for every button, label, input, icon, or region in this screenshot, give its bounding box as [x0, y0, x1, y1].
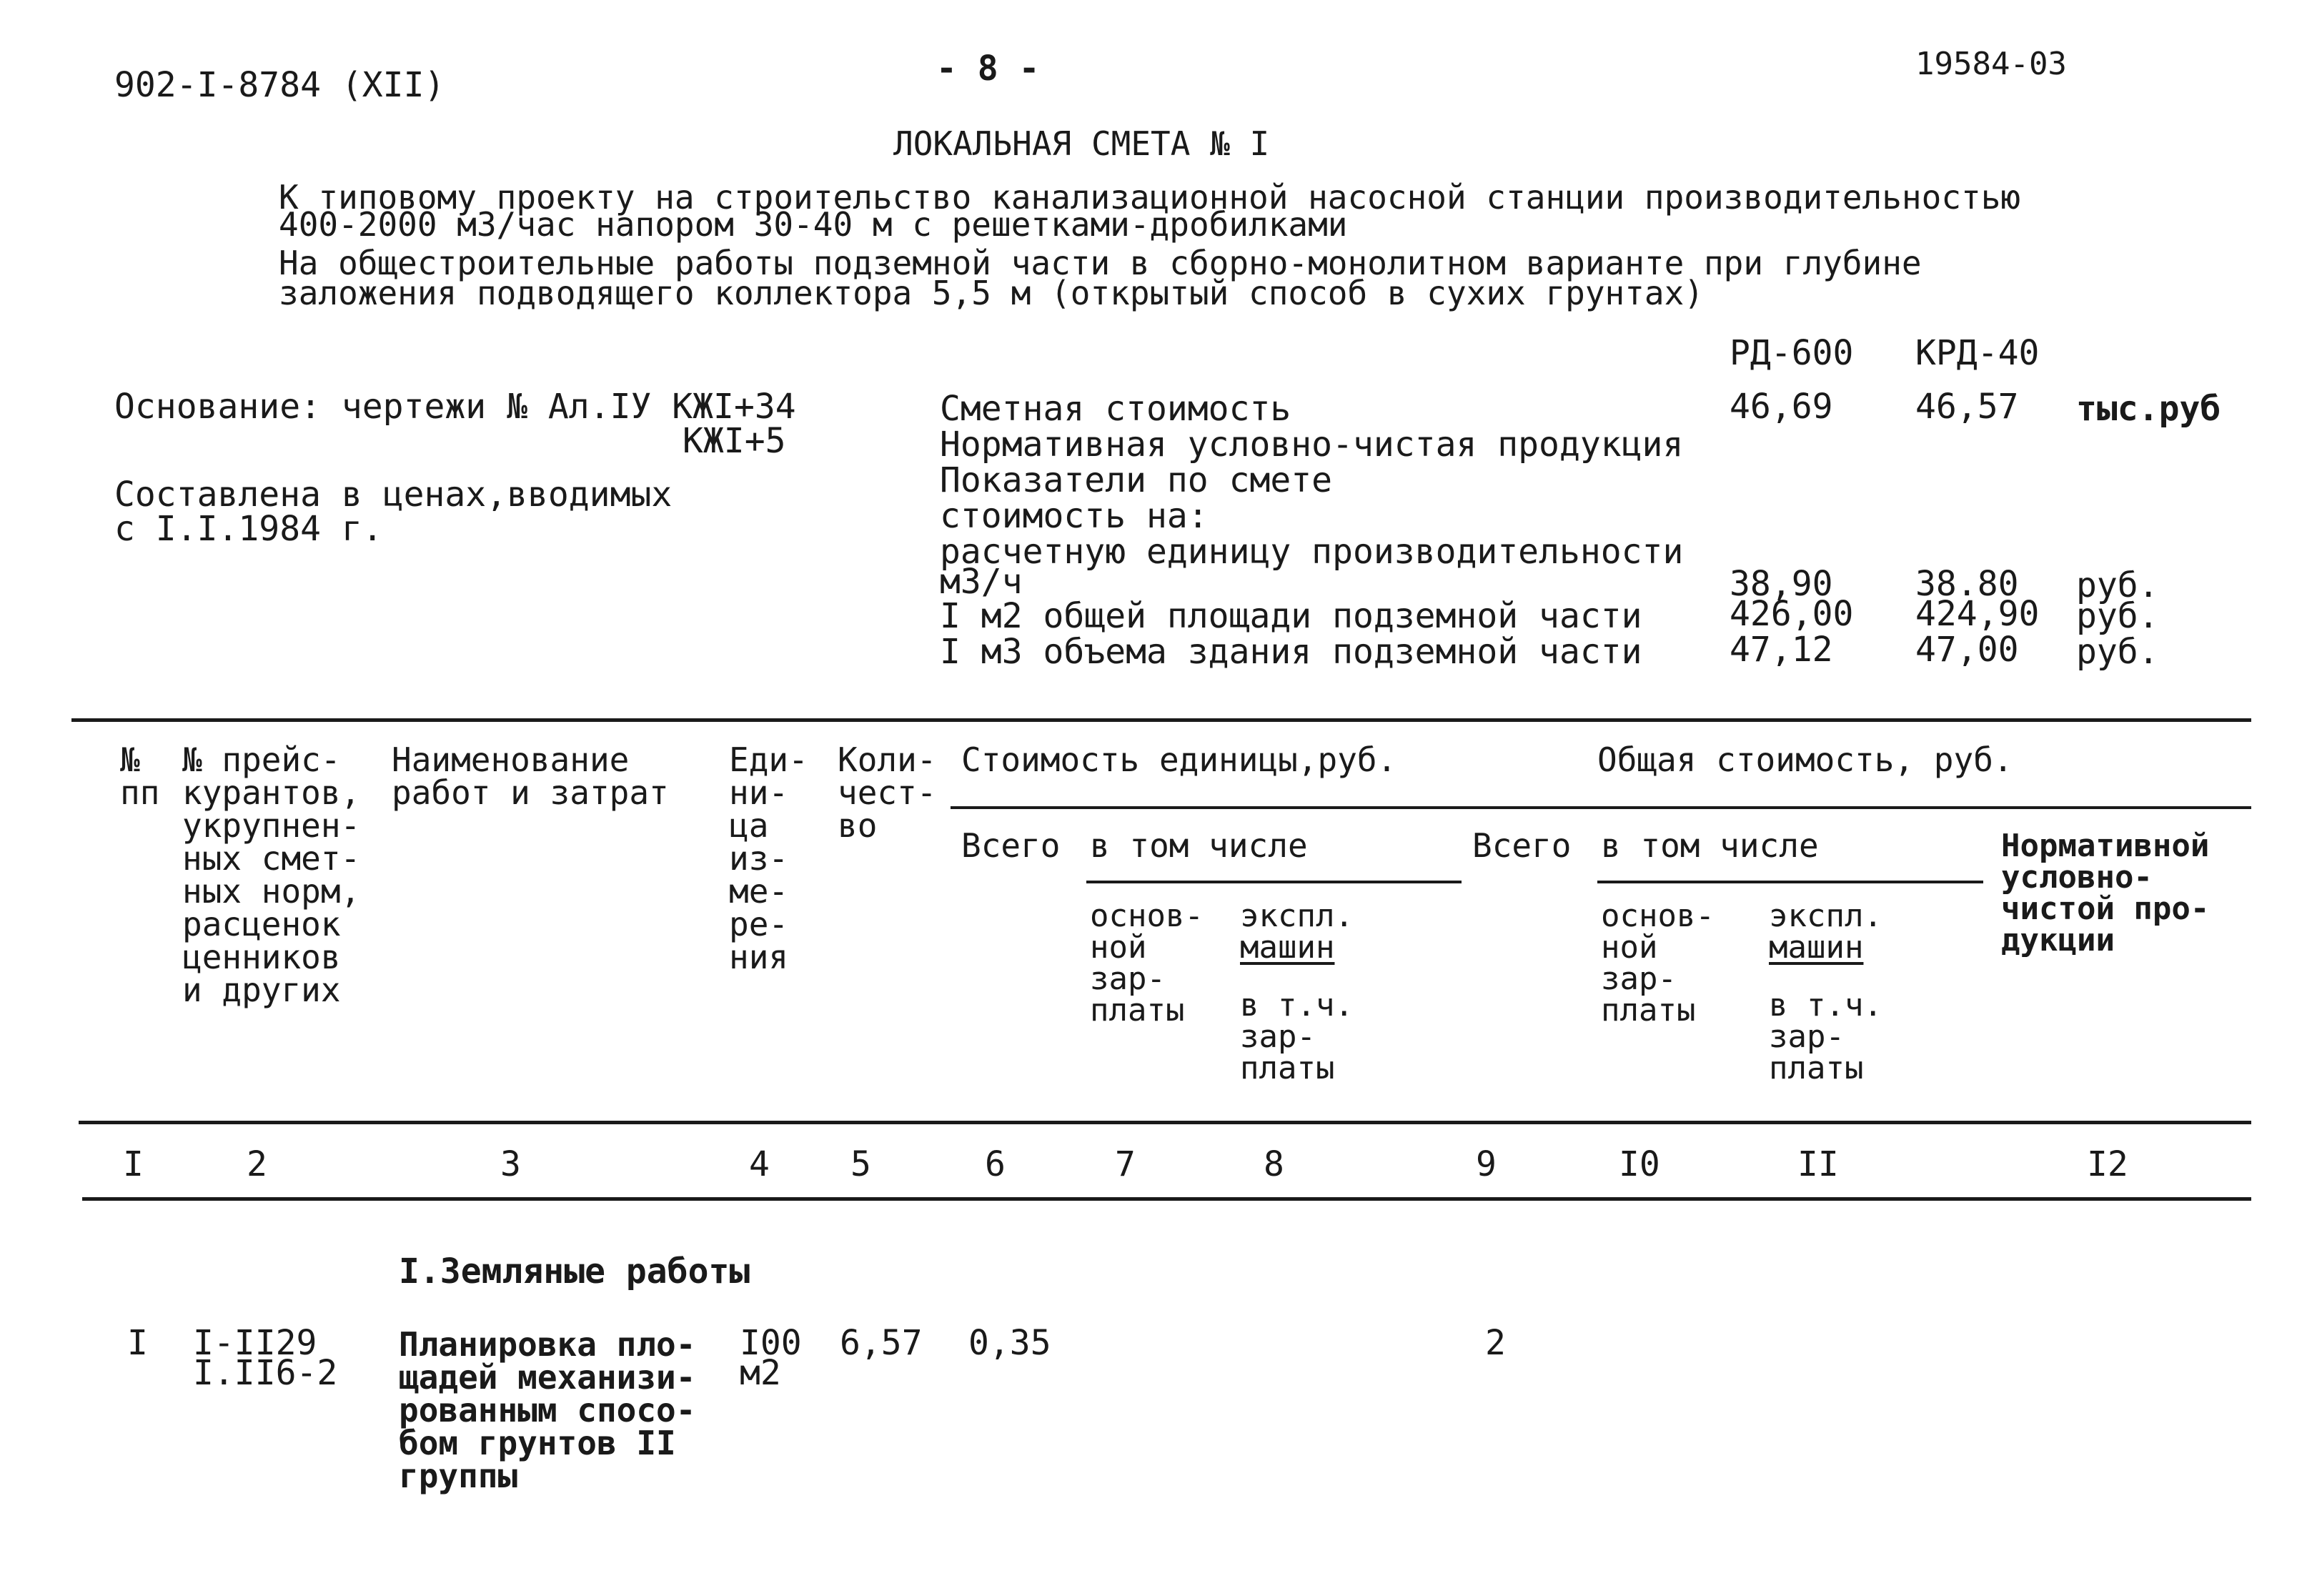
- header-text: ных смет-: [182, 839, 361, 878]
- col-number: 3: [500, 1144, 521, 1184]
- row-unit: [740, 1323, 802, 1393]
- header-text: ных норм,: [182, 872, 361, 911]
- summary-value-krd40: 424,90: [1915, 594, 2040, 634]
- header-col-unit: [729, 740, 808, 976]
- header-text: дукции: [2001, 922, 2115, 958]
- summary-label: I м3 объема здания подземной части: [940, 632, 1642, 672]
- summary-label: Показатели по смете: [940, 460, 1333, 500]
- col-number: 9: [1476, 1144, 1497, 1184]
- header-ekspl-unit: экспл.: [1240, 898, 1354, 934]
- header-text: в т.ч.: [1769, 987, 1882, 1023]
- header-text: № прейс-: [182, 740, 341, 779]
- header-text: ре-: [729, 905, 789, 943]
- header-text: чистой про-: [2001, 891, 2210, 927]
- summary-label: расчетную единицу производительности: [940, 532, 1684, 572]
- header-total-cost: Общая стоимость, руб.: [1597, 740, 2013, 779]
- row-name-line: бом грунтов II: [399, 1424, 676, 1462]
- summary-unit: тыс.руб: [2076, 389, 2221, 429]
- col-number: I2: [2087, 1144, 2128, 1184]
- basis-line: Основание: чертежи № Ал.IУ КЖI+34: [114, 387, 796, 427]
- prices-line: Составлена в ценах,вводимых: [114, 475, 673, 515]
- summary-label: Сметная стоимость: [940, 389, 1291, 429]
- summary-unit: руб.: [2076, 565, 2159, 605]
- col-number: I: [123, 1144, 144, 1184]
- header-vtch-unit: [1240, 987, 1354, 1086]
- header-text: чест-: [838, 773, 937, 812]
- row-qty: 6,57: [840, 1323, 923, 1363]
- header-text: платы: [1601, 992, 1696, 1029]
- header-col-num: [120, 740, 160, 812]
- summary-value-rd600: 46,69: [1730, 387, 1833, 427]
- header-ekspl-total: экспл.: [1769, 898, 1882, 934]
- header-osn-total: [1601, 898, 1715, 1029]
- col-number: 6: [985, 1144, 1006, 1184]
- col-number: I0: [1619, 1144, 1660, 1184]
- header-unit-cost: Стоимость единицы,руб.: [961, 740, 1397, 779]
- page-number: - 8 -: [936, 49, 1040, 89]
- header-text: платы: [1769, 1050, 1864, 1086]
- incl-unit-rule: [1086, 881, 1462, 883]
- header-text: Еди-: [729, 740, 808, 779]
- incl-total-rule: [1597, 881, 1983, 883]
- section-title: I.Земляные работы: [399, 1251, 750, 1292]
- header-text: ной: [1090, 929, 1147, 966]
- header-mashin-total: машин: [1769, 929, 1864, 966]
- row-name-line: рованным спосо-: [399, 1391, 696, 1429]
- header-bottom-rule: [79, 1121, 2251, 1124]
- document-title: ЛОКАЛЬНАЯ СМЕТА № I: [893, 124, 1270, 163]
- basis-line-2: КЖI+5: [683, 421, 786, 461]
- header-text: пп: [120, 773, 160, 812]
- row-unit-line: м2: [740, 1353, 781, 1393]
- summary-value-krd40: 47,00: [1915, 630, 2019, 670]
- summary-value-krd40: 38.80: [1915, 564, 2019, 604]
- col-number: 5: [850, 1144, 871, 1184]
- header-text: Коли-: [838, 740, 937, 779]
- header-text: платы: [1240, 1050, 1335, 1086]
- header-text: условно-: [2001, 859, 2153, 896]
- header-col-name: [392, 740, 669, 812]
- header-text: ния: [729, 938, 789, 976]
- subtitle-line: заложения подводящего коллектора 5,5 м (открытый способ в сухих грунтах): [279, 274, 1704, 312]
- summary-label: Нормативная условно-чистая продукция: [940, 425, 1684, 465]
- row-name-line: щадей механизи-: [399, 1358, 696, 1397]
- header-text: платы: [1090, 992, 1185, 1029]
- summary-value-rd600: 426,00: [1730, 594, 1854, 634]
- col-number: 4: [749, 1144, 770, 1184]
- summary-col-krd40: КРД-40: [1915, 333, 2040, 373]
- header-vsego-total: Всего: [1472, 826, 1572, 865]
- header-text: и других: [182, 971, 341, 1009]
- summary-value-rd600: 38,90: [1730, 564, 1833, 604]
- row-unit-total: 0,35: [968, 1323, 1051, 1363]
- header-text: во: [838, 806, 878, 845]
- row-name-line: группы: [399, 1457, 518, 1495]
- header-text: ме-: [729, 872, 789, 911]
- reference-number: 19584-03: [1915, 46, 2067, 82]
- summary-value-rd600: 47,12: [1730, 630, 1833, 670]
- header-text: Нормативной: [2001, 828, 2210, 864]
- document-code: 902-I-8784 (XII): [114, 65, 445, 105]
- header-text: Наименование: [392, 740, 630, 779]
- summary-unit: руб.: [2076, 632, 2159, 672]
- header-text: зар-: [1240, 1018, 1316, 1055]
- prices-line-2: с I.I.1984 г.: [114, 509, 383, 549]
- header-text: основ-: [1090, 898, 1204, 934]
- header-text: работ и затрат: [392, 773, 669, 812]
- row-name-line: Планировка пло-: [399, 1325, 696, 1364]
- subtitle-line: 400-2000 м3/час напором 30-40 м с решетками-дробилками: [279, 205, 1348, 244]
- row-code-line: I-II29: [193, 1323, 317, 1363]
- header-vtch-total: [1769, 987, 1882, 1086]
- header-text: расценок: [182, 905, 341, 943]
- header-text: ной: [1601, 929, 1658, 966]
- header-vsego-unit: Всего: [961, 826, 1061, 865]
- header-text: ценников: [182, 938, 341, 976]
- header-osn-unit: [1090, 898, 1204, 1029]
- header-text: основ-: [1601, 898, 1715, 934]
- header-incl-total: в том числе: [1601, 826, 1819, 865]
- summary-label: м3/ч: [940, 562, 1023, 602]
- subtitle-line: На общестроительные работы подземной части в сборно-монолитном варианте при глубине: [279, 244, 1922, 282]
- total-cost-rule: [1472, 806, 2251, 809]
- summary-label: стоимость на:: [940, 496, 1209, 536]
- summary-col-rd600: РД-600: [1730, 333, 1854, 373]
- header-text: ни-: [729, 773, 789, 812]
- header-col-code: [182, 740, 361, 1009]
- subtitle-line: К типовому проекту на строительство канализационной насосной станции производительностью: [279, 178, 2021, 217]
- col-number: II: [1797, 1144, 1839, 1184]
- col-number: 7: [1115, 1144, 1136, 1184]
- header-text: №: [120, 740, 140, 779]
- row-total: 2: [1485, 1323, 1506, 1363]
- header-col-qty: [838, 740, 937, 845]
- col-number: 2: [247, 1144, 267, 1184]
- col-number: 8: [1264, 1144, 1284, 1184]
- header-text: зар-: [1769, 1018, 1845, 1055]
- header-text: ца: [729, 806, 769, 845]
- header-text: зар-: [1601, 961, 1677, 997]
- summary-label: I м2 общей площади подземной части: [940, 596, 1642, 636]
- header-text: в т.ч.: [1240, 987, 1354, 1023]
- header-text: курантов,: [182, 773, 361, 812]
- subtitle-block: [279, 178, 2021, 312]
- summary-unit: руб.: [2076, 596, 2159, 636]
- header-incl-unit: в том числе: [1090, 826, 1308, 865]
- header-mashin-unit: машин: [1240, 929, 1335, 966]
- row-unit-line: I00: [740, 1323, 802, 1363]
- summary-value-krd40: 46,57: [1915, 387, 2019, 427]
- header-normative: [2001, 828, 2210, 958]
- colnum-bottom-rule: [82, 1197, 2251, 1201]
- header-text: зар-: [1090, 961, 1166, 997]
- header-text: из-: [729, 839, 789, 878]
- header-text: укрупнен-: [182, 806, 361, 845]
- row-name: [399, 1325, 696, 1495]
- table-top-rule: [71, 718, 2251, 722]
- row-num: I: [127, 1323, 148, 1363]
- row-code: [193, 1323, 338, 1393]
- row-code-line: I.II6-2: [193, 1353, 338, 1393]
